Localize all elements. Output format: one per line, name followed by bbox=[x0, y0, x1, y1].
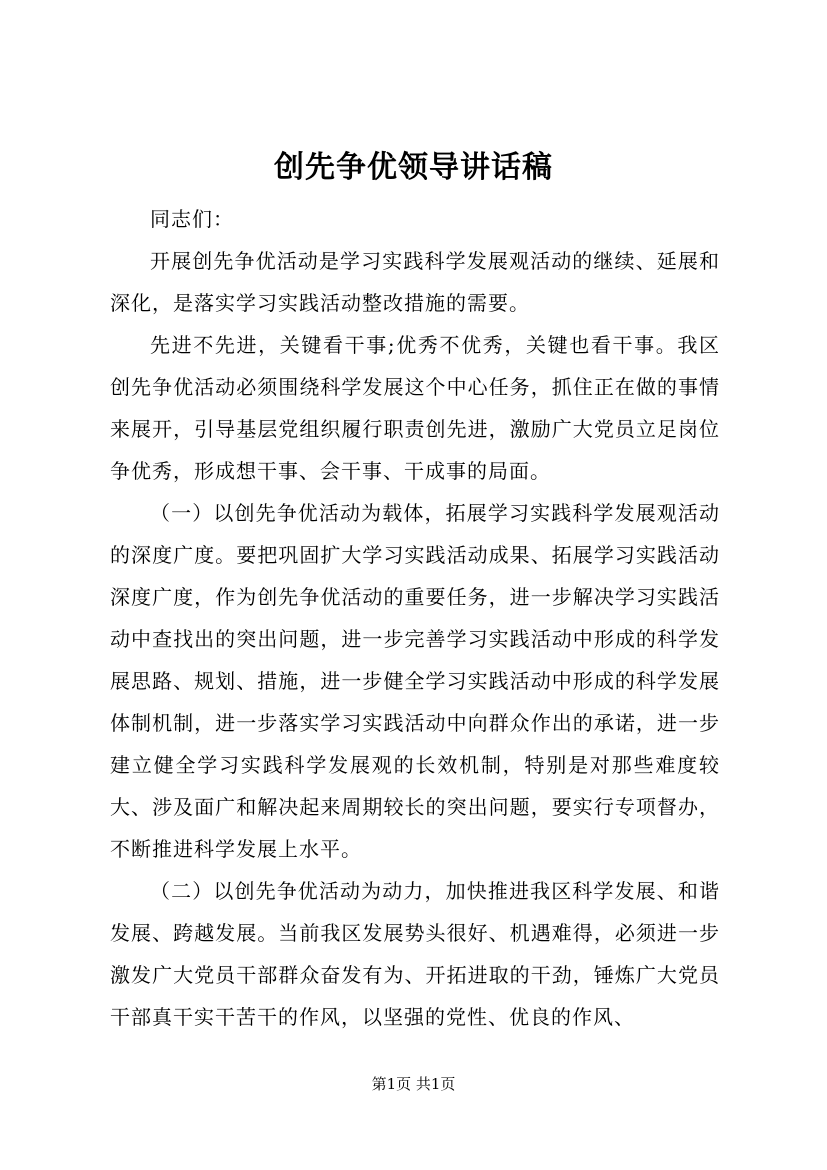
document-body bbox=[110, 198, 720, 1038]
paragraph-4: （二）以创先争优活动为动力，加快推进我区科学发展、和谐发展、跨越发展。当前我区发展势头很好、机遇难得，必须进一步激发广大党员干部群众奋发有为、开拓进取的干劲，锤炼广大党员干部真干实干苦干的作风，以坚强的党性、优良的作风、 bbox=[110, 879, 720, 1029]
paragraph-2: 先进不先进，关键看干事;优秀不优秀，关键也看干事。我区创先争优活动必须围绕科学发展这个中心任务，抓住正在做的事情来展开，引导基层党组织履行职责创先进，激励广大党员立足岗位争优秀，形成想干事、会干事、干成事的局面。 bbox=[110, 333, 720, 483]
paragraph-3: （一）以创先争优活动为载体，拓展学习实践科学发展观活动的深度广度。要把巩固扩大学习实践活动成果、拓展学习实践活动深度广度，作为创先争优活动的重要任务，进一步解决学习实践活动中查找出的突出问题，进一步完善学习实践活动中形成的科学发展思路、规划、措施，进一步健全学习实践活动中形成的科学发展体制机制，进一步落实学习实践活动中向群众作出的承诺，进一步建立健全学习实践科学发展观的长效机制，特别是对那些难度较大、涉及面广和解决起来周期较长的突出问题，要实行专项督办，不断推进科学发展上水平。 bbox=[110, 501, 720, 861]
page-footer: 第1页 共1页 bbox=[371, 1075, 456, 1093]
document-title: 创先争优领导讲话稿 bbox=[274, 150, 553, 185]
salutation: 同志们： bbox=[150, 207, 234, 231]
paragraph-1: 开展创先争优活动是学习实践科学发展观活动的继续、延展和深化，是落实学习实践活动整改措施的需要。 bbox=[110, 249, 720, 315]
